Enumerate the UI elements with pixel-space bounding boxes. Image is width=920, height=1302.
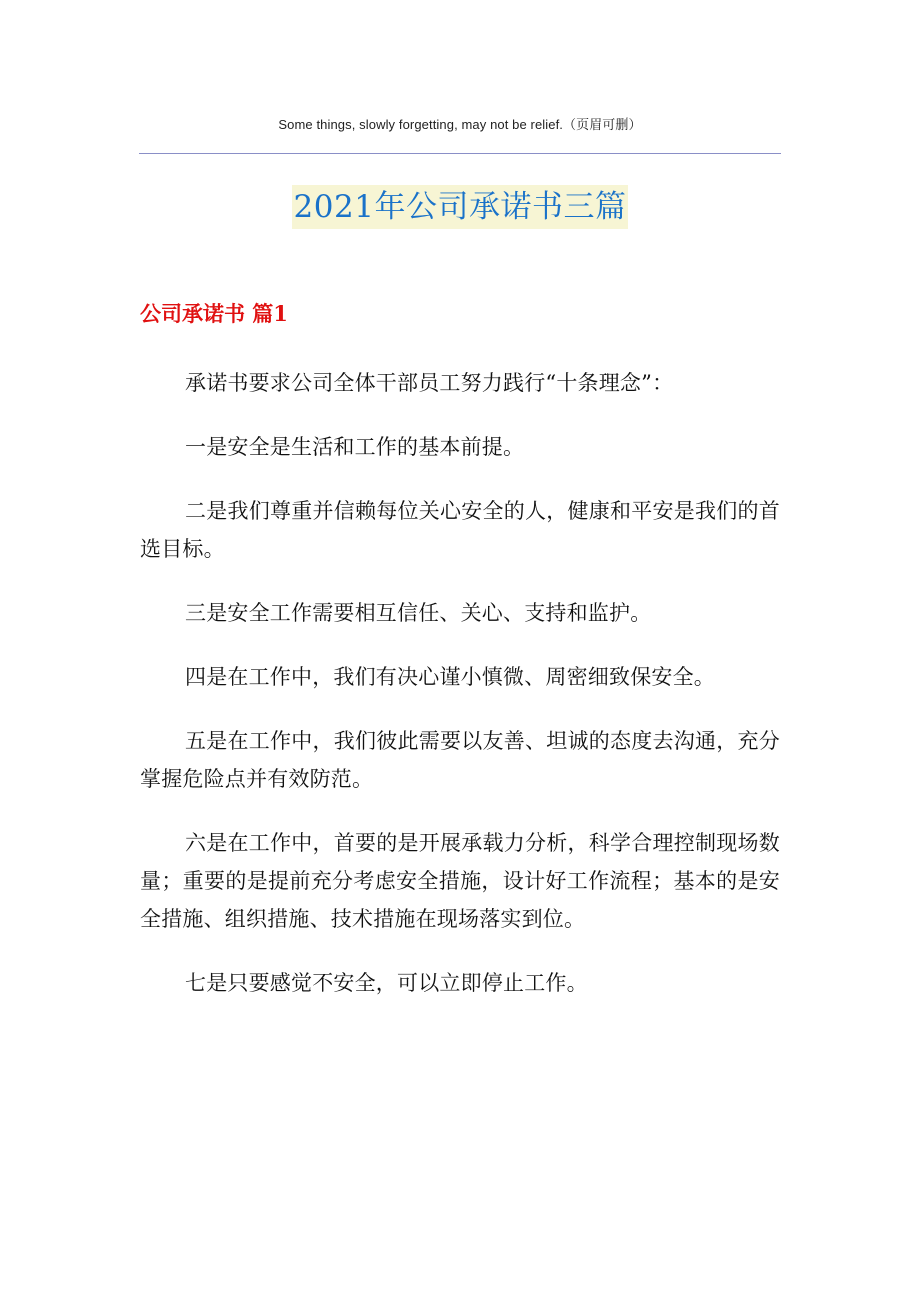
paragraph-item-1: 一是安全是生活和工作的基本前提。 <box>185 435 525 459</box>
paragraph-item-3: 三是安全工作需要相互信任、关心、支持和监护。 <box>185 601 652 625</box>
document-body <box>140 364 780 1028</box>
paragraph-intro: 承诺书要求公司全体干部员工努力践行“十条理念”： <box>185 371 674 395</box>
title-container <box>0 185 920 229</box>
paragraph-item-6: 六是在工作中，首要的是开展承载力分析，科学合理控制现场数量；重要的是提前充分考虑安全措施，设计好工作流程；基本的是安全措施、组织措施、技术措施在现场落实到位。 <box>140 831 780 931</box>
paragraph-item-2: 二是我们尊重并信赖每位关心安全的人，健康和平安是我们的首选目标。 <box>140 499 780 561</box>
paragraph-item-4: 四是在工作中，我们有决心谨小慎微、周密细致保安全。 <box>185 665 715 689</box>
section-heading: 公司承诺书 篇1 <box>140 301 288 326</box>
document-title: 2021年公司承诺书三篇 <box>292 185 629 229</box>
paragraph-item-5: 五是在工作中，我们彼此需要以友善、坦诚的态度去沟通，充分掌握危险点并有效防范。 <box>140 729 780 791</box>
header-divider <box>139 153 781 154</box>
page-header-text: Some things, slowly forgetting, may not be relief.（页眉可删） <box>278 117 642 132</box>
paragraph-item-7: 七是只要感觉不安全，可以立即停止工作。 <box>185 971 588 995</box>
